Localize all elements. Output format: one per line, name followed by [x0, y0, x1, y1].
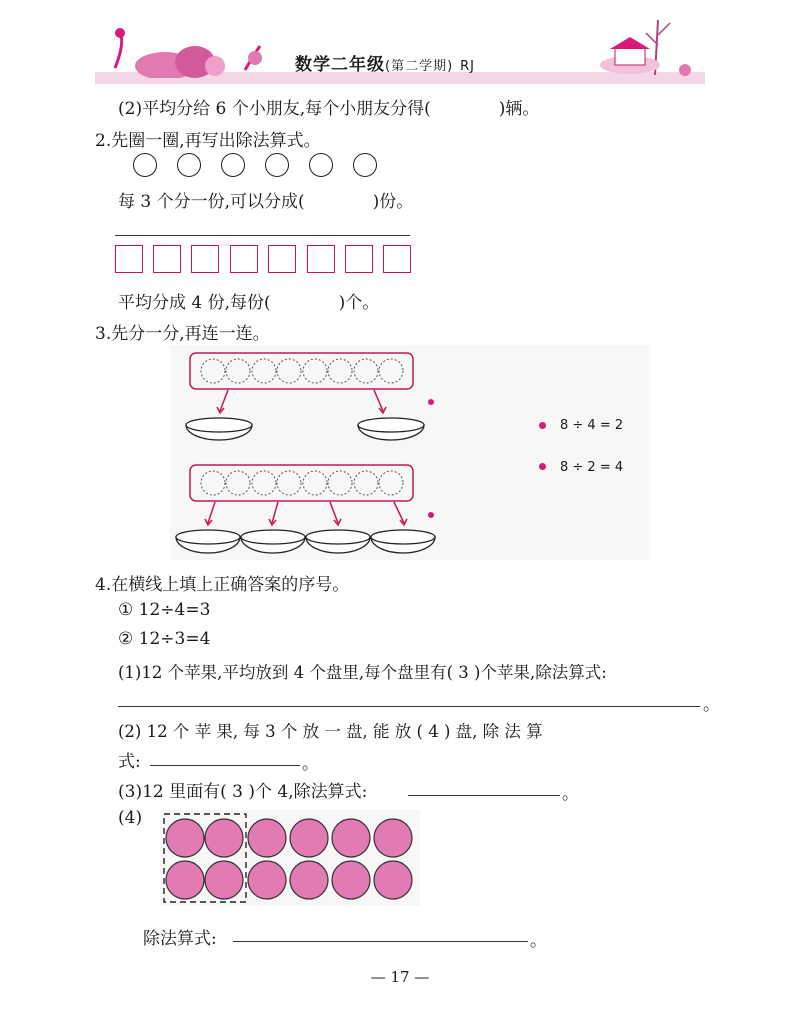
- circle: [309, 153, 333, 177]
- header-edition: RJ: [460, 59, 475, 74]
- pink-circle: [248, 861, 286, 899]
- pink-circle: [290, 819, 328, 857]
- header-subtitle: (第二学期): [385, 59, 454, 74]
- q4-part4-answer-line[interactable]: [233, 941, 528, 942]
- q3-eq1: 8 ÷ 4 = 2: [560, 418, 624, 433]
- square: [115, 245, 143, 273]
- pink-circle: [248, 819, 286, 857]
- pink-circle: [205, 861, 243, 899]
- q4-option2: ② 12÷3=4: [118, 629, 211, 649]
- connect-dot[interactable]: [428, 399, 434, 405]
- pink-circle: [205, 819, 243, 857]
- bowl-rim: [306, 530, 370, 544]
- page-number: — 17 —: [370, 968, 430, 986]
- q4-part3-end: 。: [562, 784, 579, 804]
- square: [307, 245, 335, 273]
- bowl-rim: [176, 530, 240, 544]
- q4-part1: (1)12 个苹果,平均放到 4 个盘里,每个盘里有( 3 )个苹果,除法算式:: [118, 663, 607, 682]
- q4-part2-line-b: 式:: [118, 752, 141, 772]
- bowl-rim: [241, 530, 305, 544]
- q4-option1: ① 12÷4=3: [118, 600, 211, 620]
- q4-part2-answer-line[interactable]: [150, 765, 300, 766]
- square: [268, 245, 296, 273]
- pink-circle: [374, 819, 412, 857]
- bowl-rim: [371, 530, 435, 544]
- q2-line1: 每 3 个分一份,可以分成( )份。: [118, 192, 414, 212]
- circle: [265, 153, 289, 177]
- q2-title: 2.先圈一圈,再写出除法算式。: [95, 131, 321, 151]
- square: [191, 245, 219, 273]
- square: [230, 245, 258, 273]
- square: [153, 245, 181, 273]
- q3-eq2: 8 ÷ 2 = 4: [560, 460, 624, 475]
- header-decoration-right: [590, 15, 700, 77]
- bowl-rim: [186, 418, 252, 432]
- pink-circle: [374, 861, 412, 899]
- pink-circle: [332, 819, 370, 857]
- circle: [133, 153, 157, 177]
- q4-part1-end: 。: [703, 695, 720, 715]
- q4-part2-line-a: (2) 12 个 苹 果, 每 3 个 放 一 盘, 能 放 ( 4 ) 盘, 除 法 算: [118, 722, 543, 741]
- header-title-text: 数学二年级: [295, 55, 385, 75]
- q2-answer-line[interactable]: [115, 235, 410, 236]
- connect-dot[interactable]: [539, 422, 546, 429]
- connect-dot[interactable]: [539, 463, 546, 470]
- q4-part1-answer-line[interactable]: [118, 706, 700, 707]
- square: [383, 245, 411, 273]
- q4-circles-figure: [160, 810, 420, 906]
- q1-part2: (2)平均分给 6 个小朋友,每个小朋友分得( )辆。: [118, 99, 540, 119]
- q4-part3-answer-line[interactable]: [408, 795, 560, 796]
- q4-part4-end: 。: [530, 931, 547, 951]
- q3-figure: [170, 345, 650, 560]
- q2-line2: 平均分成 4 份,每份( )个。: [118, 293, 380, 313]
- circle: [221, 153, 245, 177]
- circle: [177, 153, 201, 177]
- q4-part4-label: (4): [118, 808, 143, 828]
- circle: [353, 153, 377, 177]
- q4-part4-formula-label: 除法算式:: [143, 929, 217, 949]
- pink-circle: [166, 819, 204, 857]
- header-title: [295, 50, 475, 75]
- pink-circle: [166, 861, 204, 899]
- bowl-rim: [358, 418, 424, 432]
- connect-dot[interactable]: [428, 512, 434, 518]
- square: [345, 245, 373, 273]
- q4-part2-end: 。: [302, 754, 319, 774]
- pink-circle: [290, 861, 328, 899]
- pink-circle: [332, 861, 370, 899]
- q3-title: 3.先分一分,再连一连。: [95, 324, 270, 344]
- q4-part3: (3)12 里面有( 3 )个 4,除法算式:: [118, 782, 368, 802]
- q4-title: 4.在横线上填上正确答案的序号。: [95, 575, 350, 595]
- header-decoration-left: [95, 18, 275, 78]
